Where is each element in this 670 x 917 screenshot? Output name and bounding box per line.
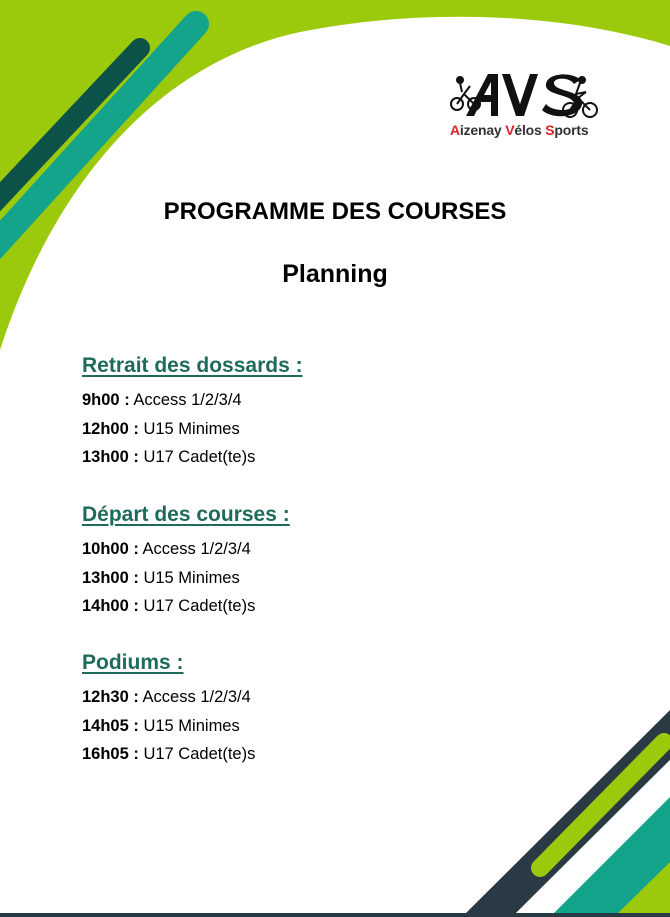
page-title: PROGRAMME DES COURSES [163, 198, 507, 225]
schedule-time: 14h05 : [82, 716, 139, 735]
schedule-label: U17 Cadet(te)s [138, 745, 256, 763]
logo-word-sports: ports [554, 122, 589, 138]
schedule-time: 9h00 : [82, 391, 130, 409]
schedule-label: Access 1/2/3/4 [138, 540, 251, 558]
schedule-label: U15 Minimes [138, 568, 240, 587]
bottom-border-line [0, 913, 670, 917]
page-subtitle: Planning [282, 260, 388, 288]
schedule-label: Access 1/2/3/4 [138, 688, 251, 706]
logo-initial-s: S [545, 122, 555, 138]
section-heading: Retrait des dossards : [82, 354, 303, 377]
logo-word-velos: élos [514, 122, 546, 138]
lime-swoosh-shape [0, 0, 670, 350]
schedule-label: Access 1/2/3/4 [129, 391, 242, 409]
schedule-label: U17 Cadet(te)s [138, 597, 256, 615]
schedule-row [82, 386, 303, 415]
section-heading: Départ des courses : [82, 503, 290, 526]
logo-club-name [450, 122, 600, 138]
schedule-time: 10h00 : [82, 540, 139, 558]
schedule-row [82, 564, 290, 593]
schedule-time: 12h30 : [82, 688, 139, 706]
schedule-time: 16h05 : [82, 745, 139, 763]
schedule-time: 14h00 : [82, 597, 139, 615]
section-depart-courses [82, 503, 290, 621]
schedule-row [82, 683, 255, 712]
schedule-label: U15 Minimes [138, 716, 240, 735]
schedule-time: 13h00 : [82, 448, 139, 466]
schedule-row [82, 740, 255, 769]
schedule-row [82, 592, 290, 621]
logo-letter-v [502, 74, 538, 116]
schedule-time: 12h00 : [82, 419, 139, 438]
logo-word-aizenay: izenay [459, 122, 506, 138]
section-podiums [82, 651, 255, 769]
schedule-row [82, 712, 255, 741]
schedule-time: 13h00 : [82, 568, 139, 587]
logo-initial-v: V [505, 122, 515, 138]
schedule-row [82, 443, 303, 472]
schedule-label: U17 Cadet(te)s [138, 448, 256, 466]
schedule-label: U15 Minimes [138, 419, 240, 438]
schedule-row [82, 415, 303, 444]
schedule-row [82, 535, 290, 564]
section-heading: Podiums : [82, 651, 184, 674]
logo-initial-a: A [450, 122, 460, 138]
section-retrait-dossards [82, 354, 303, 472]
